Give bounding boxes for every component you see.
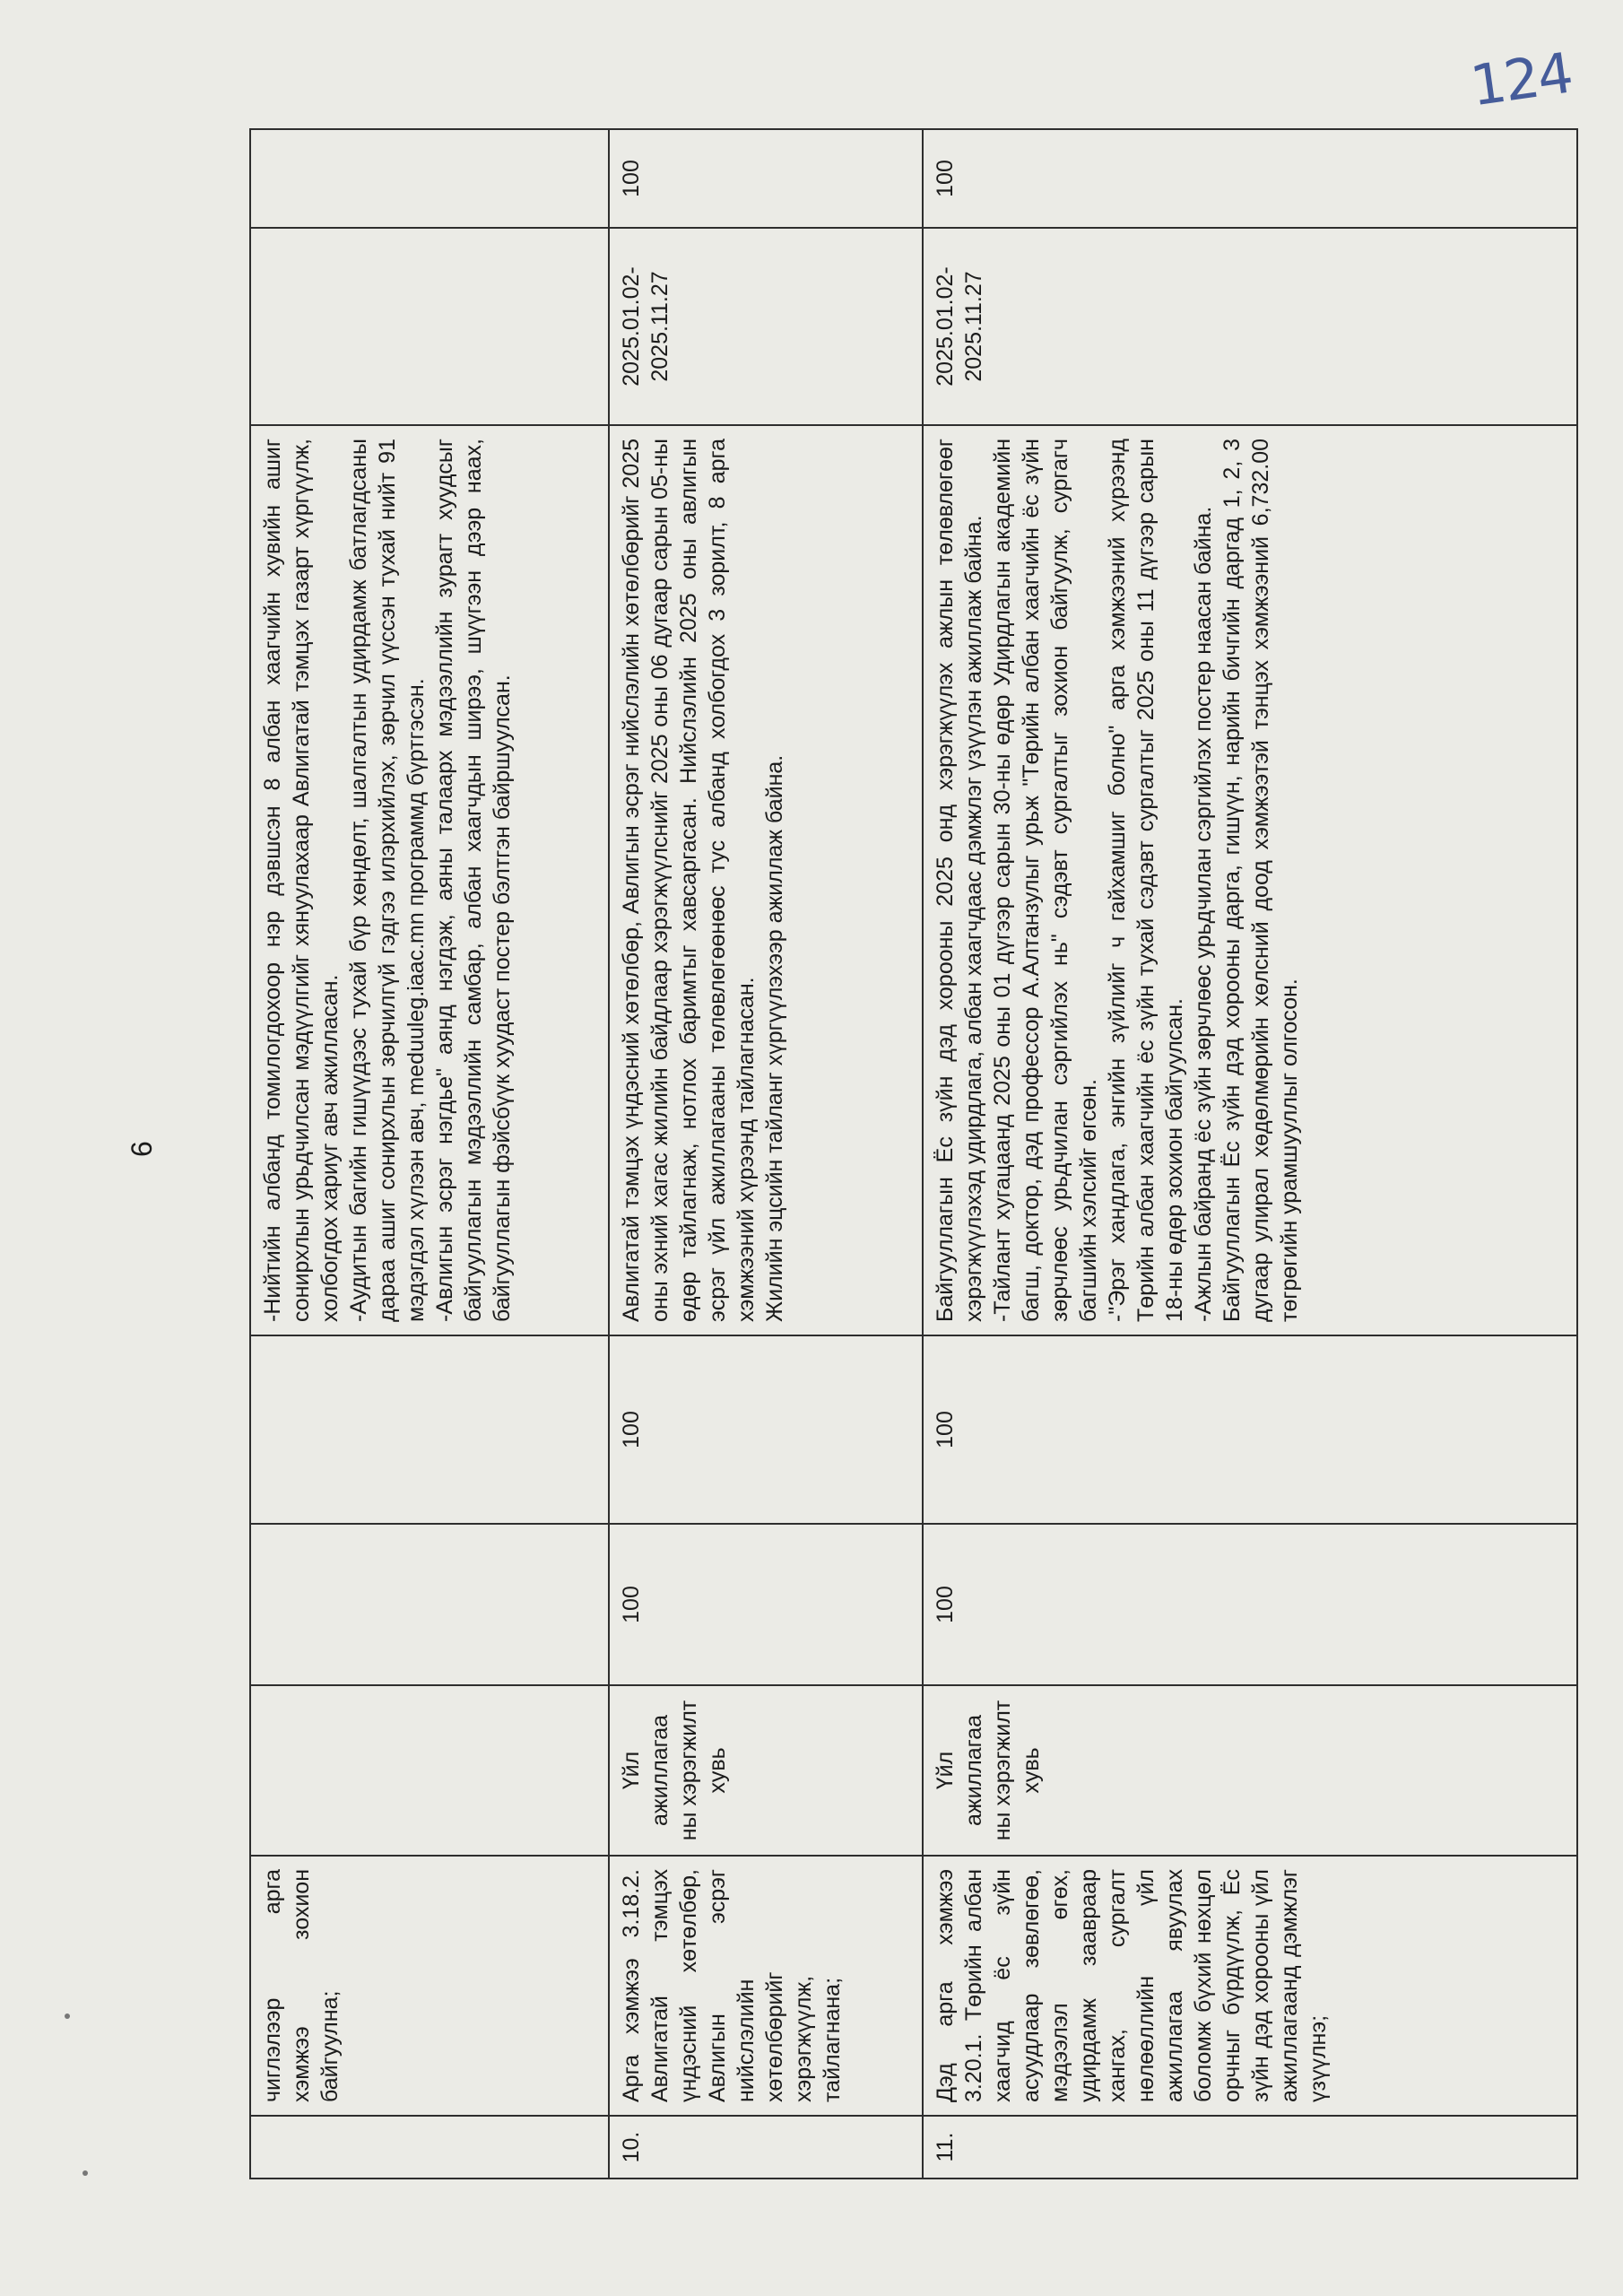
report-table-area bbox=[249, 130, 1576, 2179]
page-number: 6 bbox=[126, 1141, 158, 1157]
row-index: 11. bbox=[923, 2116, 1577, 2179]
handwritten-page-number: 124 bbox=[1466, 39, 1575, 119]
row-index: 10. bbox=[609, 2116, 923, 2179]
performance-cell bbox=[250, 1335, 609, 1524]
indicator-cell: Үйл ажиллагаа ны хэрэгжилт хувь bbox=[923, 1685, 1577, 1856]
period-cell: 2025.01.02-2025.11.27 bbox=[923, 228, 1577, 425]
target-cell bbox=[250, 1524, 609, 1685]
percent-cell bbox=[250, 129, 609, 228]
table-row bbox=[923, 129, 1577, 2179]
measure-cell: Дэд арга хэмжээ 3.20.1. Төрийн албан хаагчид ёс зүйн асуудлаар зөвлөгөө, мэдээлэл өгөх, удирдамж заавраар хангах, сургалт нөлөөллийн үйл ажиллагаа явуулах боломж бүхий нөхцөл орчныг бүрдүүлж, Ёс зүйн дэд хорооны үйл ажиллагаанд дэмжлэг үзүүлнэ; bbox=[923, 1856, 1577, 2116]
table-row bbox=[609, 129, 923, 2179]
indicator-cell bbox=[250, 1685, 609, 1856]
row-index bbox=[250, 2116, 609, 2179]
details-cell: -Нийтийн албанд томилогдохоор нэр дэвшсэн 8 албан хаагчийн хувийн ашиг сонирхлын урьдчилсан мэдүүлгийг хянуулахаар Авлигатай тэмцэх газарт хүргүүлж, холбогдох хариуг авч ажилласан. -Аудитын багийн гишүүдээс тухай бүр хөндөлт, шалгалтын удирдамж батлагдсаны дараа ашиг сонирхлын зөрчилгүй гэдгээ илэрхийлэх, зөрчил үүссэн тухай нийт 91 мэдэгдэл хүлээн авч, meduuleg.iaac.mn программд бүртгэсэн. -Авлигын эсрэг нэгдье" аянд нэгдэж, аяны талаарх мэдээллийн зурагт хуудсыг байгууллагын мэдээллийн самбар, албан хаагчдын ширээ, шүүгээн дээр наах, байгууллагын фэйсбүүк хуудаст постер бэлтгэн байршуулсан. bbox=[250, 425, 609, 1335]
scan-speck bbox=[65, 2013, 70, 2019]
details-cell: Байгууллагын Ёс зүйн дэд хорооны 2025 онд хэрэгжүүлэх ажлын төлөвлөгөөг хэрэгжүүлэхэд удирдлага, албан хаагчдаас дэмжлэг үзүүлэн ажиллаж байна. -Тайлант хугацаанд 2025 оны 01 дүгээр сарын 30-ны өдөр Удирдлагын академийн багш, доктор, дэд профессор А.Алтанзулыг урьж "Төрийн албан хаагчийн ёс зүйн зөрчлөөс урьдчилан сэргийлэх нь" сэдэвт сургалтыг зохион байгуулж, сургагч багшийн хэлсийг өгсөн. -"Эрэг хандлага, энгийн зүйлийг ч гайхамшиг болно" арга хэмжээний хүрээнд Төрийн албан хаагчийн ёс зүйн тухай сэдэвт сургалтыг 2025 оны 11 дүгээр сарын 18-ны өдөр зохион байгуулсан. -Ажлын байранд ёс зүйн зөрчлөөс урьдчилан сэргийлэх постер наасан байна. Байгууллагын Ёс зүйн дэд хорооны дарга, гишүүн, нарийн бичгийн даргад 1, 2, 3 дугаар улирал хөдөлмөрийн хөлсний доод хэмжээтэй тэнцэх хэмжээний 6,732.00 төгрөгийн урамшууллыг олгосон. bbox=[923, 425, 1577, 1335]
performance-cell: 100 bbox=[609, 1335, 923, 1524]
measure-cell: Арга хэмжээ 3.18.2. Авлигатай тэмцэх үндэсний хөтөлбөр, Авлигын эсрэг нийслэлийн хөтөлбөрийг хэрэгжүүлж, тайлагнана; bbox=[609, 1856, 923, 2116]
percent-cell: 100 bbox=[923, 129, 1577, 228]
table-row bbox=[250, 129, 609, 2179]
target-cell: 100 bbox=[609, 1524, 923, 1685]
period-cell: 2025.01.02-2025.11.27 bbox=[609, 228, 923, 425]
performance-cell: 100 bbox=[923, 1335, 1577, 1524]
rotated-page-content bbox=[249, 130, 1576, 2179]
report-table bbox=[249, 128, 1578, 2179]
indicator-cell: Үйл ажиллагаа ны хэрэгжилт хувь bbox=[609, 1685, 923, 1856]
measure-cell: чиглэлээр арга хэмжээ зохион байгуулна; bbox=[250, 1856, 609, 2116]
percent-cell: 100 bbox=[609, 129, 923, 228]
scan-speck bbox=[82, 2170, 88, 2176]
target-cell: 100 bbox=[923, 1524, 1577, 1685]
period-cell bbox=[250, 228, 609, 425]
details-cell: Авлигатай тэмцэх үндэсний хөтөлбөр, Авлигын эсрэг нийслэлийн хөтөлбөрийг 2025 оны эхний хагас жилийн байдлаар хэрэгжүүлснийг 2025 оны 06 дугаар сарын 05-ны өдөр тайлагнаж, нотлох баримтыг хавсаргасан. Нийслэлийн 2025 оны авлигын эсрэг үйл ажиллагааны төлөвлөгөөнөөс тус албанд холбогдох 3 зорилт, 8 арга хэмжээний хүрээнд тайлагнасан. Жилийн эцсийн тайланг хүргүүлэхээр ажиллаж байна. bbox=[609, 425, 923, 1335]
